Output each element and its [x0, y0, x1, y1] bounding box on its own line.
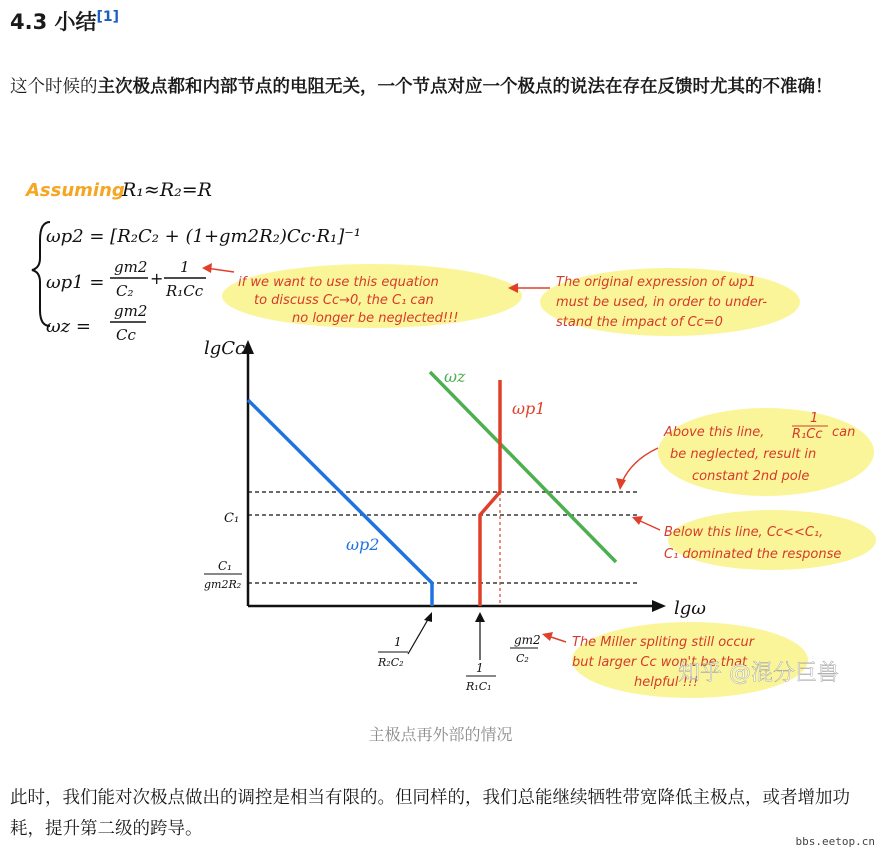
pole-zero-figure [10, 160, 880, 710]
equation-wp1-frac2-den: R₁Cc [166, 282, 204, 300]
intro-bold: 主次极点都和内部节点的电阻无关，一个节点对应一个极点的说法在存在反馈时尤其的不准确！ [97, 77, 833, 97]
note5-line3: helpful !!! [634, 675, 699, 690]
x-tick2-num: 1 [476, 661, 484, 675]
note5-line2: but larger Cc won't be that [572, 655, 748, 670]
reference-link[interactable]: [1] [96, 9, 120, 25]
note3-frac-num: 1 [810, 411, 819, 426]
equation-wp1-lhs: ωp1 = [46, 272, 105, 293]
x-tick1-arrowhead [424, 612, 432, 622]
site-watermark: bbs.eetop.cn [795, 835, 875, 848]
x-tick1-arrow [408, 616, 430, 654]
note2-line2: must be used, in order to under- [556, 295, 768, 310]
intro-plain: 这个时候的 [10, 77, 98, 97]
heading-title: 小结 [54, 10, 97, 34]
x-tick3-den: C₂ [516, 652, 529, 665]
paragraph-intro [10, 72, 872, 103]
watermark: 知乎 @混分巨兽 [678, 661, 839, 686]
arrow-note3 [622, 448, 658, 482]
x-axis-label: lgω [674, 598, 706, 619]
note2-line1: The original expression of ωp1 [556, 275, 756, 290]
note3-line3: constant 2nd pole [692, 469, 810, 484]
assuming-equation: R₁≈R₂=R [122, 179, 212, 201]
equation-wp1-frac2-num: 1 [180, 258, 190, 276]
paragraph-conclusion: 此时，我们能对次极点做出的调控是相当有限的。但同样的，我们总能继续牺牲带宽降低主极点，或者增加功耗，提升第二级的跨导。 [10, 788, 850, 839]
section-heading [10, 6, 119, 36]
equation-wp1-frac1-den: C₂ [116, 282, 134, 300]
equation-wz-den: Cc [116, 326, 136, 344]
x-tick2-den: R₁C₁ [466, 680, 492, 693]
note2-line3: stand the impact of Cc=0 [556, 315, 723, 330]
note4-line1: Below this line, Cc<<C₁, [664, 525, 824, 540]
wp2-curve [248, 400, 432, 606]
note3-frac-den: R₁Cc [792, 427, 823, 442]
arrowhead-note1 [202, 263, 212, 273]
x-tick3-num: gm2 [514, 633, 541, 647]
arrow-note4 [638, 520, 660, 530]
note1-line1: if we want to use this equation [238, 275, 439, 290]
plus-sign: + [150, 269, 164, 288]
note1-line3: no longer be neglected!!! [292, 311, 459, 326]
x-axis-arrow [652, 600, 666, 612]
equation-wp2: ωp2 = [R₂C₂ + (1+gm2R₂)Cc·R₁]⁻¹ [46, 226, 361, 247]
wp1-label: ωp1 [512, 399, 546, 418]
wz-label: ωz [444, 367, 466, 386]
equation-wp1-frac1-num: gm2 [114, 258, 148, 276]
equation-wz-num: gm2 [114, 302, 148, 320]
y-tick-low-den: gm2R₂ [204, 578, 242, 591]
note1-line2: to discuss Cc→0, the C₁ can [254, 293, 434, 308]
assuming-label: Assuming [26, 180, 125, 201]
y-tick-low-num: C₁ [218, 559, 232, 573]
y-tick-c1: C₁ [224, 511, 240, 526]
arrowhead-note3 [616, 478, 626, 490]
x-tick1-den: R₂C₂ [378, 656, 404, 669]
heading-number: 4.3 [10, 10, 48, 34]
equation-wz-lhs: ωz = [46, 316, 91, 337]
x-tick2-arrowhead [475, 612, 485, 622]
note3-line1: Above this line, [664, 425, 765, 440]
note3-line2: be neglected, result in [670, 447, 817, 462]
figure-caption: 主极点再外部的情况 [368, 725, 513, 744]
note3-line1-end: can [832, 425, 856, 440]
arrowhead-note5 [542, 632, 553, 641]
note4-line2: C₁ dominated the response [664, 547, 842, 562]
wp1-curve [480, 380, 500, 606]
arrowhead-note4 [632, 516, 643, 525]
note5-line1: The Miller spliting still occur [572, 635, 755, 650]
wp2-label: ωp2 [346, 535, 380, 554]
x-tick1-num: 1 [394, 635, 402, 649]
y-axis-label: lgCc [204, 338, 246, 359]
